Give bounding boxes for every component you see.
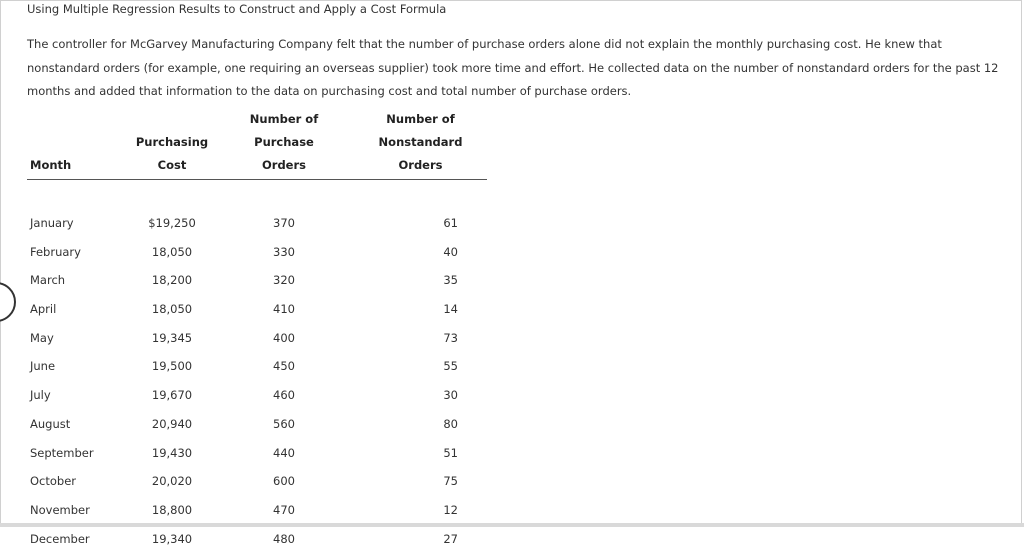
- table-row: [27, 496, 487, 525]
- cell-purchase-orders: 320: [273, 273, 295, 288]
- cell-month: December: [30, 531, 90, 546]
- cell-purchase-orders: 470: [273, 502, 295, 517]
- header-purchase-orders: Number of Purchase Orders: [222, 108, 346, 180]
- cell-purchase-orders: 330: [273, 244, 295, 259]
- cell-purchasing-cost: 19,345: [151, 330, 193, 345]
- purchasing-data-table: [27, 108, 487, 553]
- table-row: [27, 352, 487, 381]
- cell-purchasing-cost: 18,050: [151, 302, 193, 317]
- cell-nonstandard-orders: 55: [443, 359, 458, 374]
- bottom-border: [0, 523, 1024, 527]
- header-nonstandard-orders: Number of Nonstandard Orders: [346, 108, 487, 180]
- cell-month: September: [30, 445, 94, 460]
- cell-purchasing-cost: 18,050: [151, 244, 193, 259]
- cell-purchasing-cost: $19,250: [148, 216, 196, 231]
- cell-nonstandard-orders: 75: [443, 474, 458, 489]
- page-title: Using Multiple Regression Results to Construct and Apply a Cost Formula: [27, 2, 447, 16]
- cell-month: June: [30, 359, 56, 374]
- cell-month: August: [30, 416, 71, 431]
- table-row: [27, 381, 487, 410]
- cell-purchase-orders: 410: [273, 302, 295, 317]
- cell-purchasing-cost: 20,020: [151, 474, 193, 489]
- cell-nonstandard-orders: 61: [443, 216, 458, 231]
- cell-purchase-orders: 560: [273, 416, 295, 431]
- cell-nonstandard-orders: 27: [443, 531, 458, 546]
- cell-nonstandard-orders: 40: [443, 244, 458, 259]
- cell-month: March: [30, 273, 66, 288]
- header-month: Month: [27, 108, 122, 180]
- cell-nonstandard-orders: 51: [443, 445, 458, 460]
- cell-purchase-orders: 440: [273, 445, 295, 460]
- table-row: [27, 209, 487, 238]
- cell-nonstandard-orders: 80: [443, 416, 458, 431]
- cell-purchase-orders: 460: [273, 388, 295, 403]
- cell-nonstandard-orders: 35: [443, 273, 458, 288]
- cell-purchase-orders: 600: [273, 474, 295, 489]
- table-row: [27, 237, 487, 266]
- table-row: [27, 410, 487, 439]
- cell-month: May: [30, 330, 54, 345]
- table-row: [27, 323, 487, 352]
- table-row: [27, 295, 487, 324]
- cell-purchasing-cost: 19,430: [151, 445, 193, 460]
- intro-paragraph: The controller for McGarvey Manufacturing Company felt that the number of purchase orders alone did not explain the monthly purchasing cost. He knew that nonstandard orders (for example, one requiring an overseas supplier) took more time and effort. He collected data on the number of nonstandard orders for the past 12 months and added that information to the data on purchasing cost and total number of purchase orders.: [27, 37, 999, 98]
- cell-month: July: [30, 388, 51, 403]
- cell-month: January: [30, 216, 74, 231]
- cell-month: November: [30, 502, 90, 517]
- cell-nonstandard-orders: 30: [443, 388, 458, 403]
- cell-purchase-orders: 400: [273, 330, 295, 345]
- cell-month: April: [30, 302, 57, 317]
- cell-purchasing-cost: 19,500: [151, 359, 193, 374]
- cell-month: February: [30, 244, 81, 259]
- cell-nonstandard-orders: 12: [443, 502, 458, 517]
- cell-purchasing-cost: 20,940: [151, 416, 193, 431]
- table-row: [27, 467, 487, 496]
- cell-month: October: [30, 474, 77, 489]
- table-spacer: [27, 180, 487, 209]
- table-body: [27, 180, 487, 553]
- cell-purchase-orders: 480: [273, 531, 295, 546]
- cell-purchasing-cost: 19,670: [151, 388, 193, 403]
- cell-purchasing-cost: 18,800: [151, 502, 193, 517]
- table-row: [27, 524, 487, 553]
- header-purchasing-cost: Purchasing Cost: [122, 108, 222, 180]
- cell-nonstandard-orders: 14: [443, 302, 458, 317]
- cell-nonstandard-orders: 73: [443, 330, 458, 345]
- cell-purchase-orders: 370: [273, 216, 295, 231]
- cell-purchase-orders: 450: [273, 359, 295, 374]
- table-row: [27, 266, 487, 295]
- cell-purchasing-cost: 18,200: [151, 273, 193, 288]
- table-row: [27, 438, 487, 467]
- cell-purchasing-cost: 19,340: [151, 531, 193, 546]
